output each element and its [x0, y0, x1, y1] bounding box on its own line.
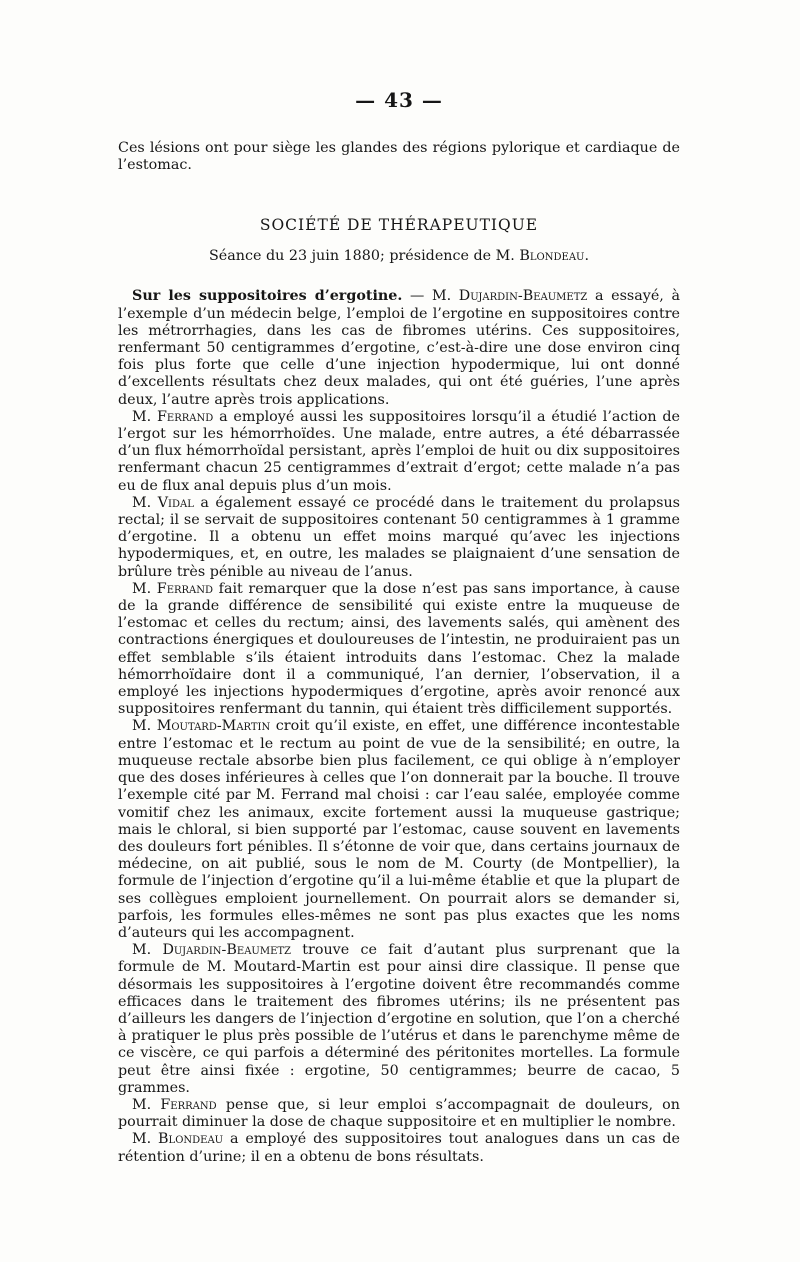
speaker-prefix: M.: [132, 942, 163, 959]
speaker-name: Dujardin-Beaumetz: [458, 288, 588, 305]
paragraph-text: a employé aussi les suppositoires lorsqu’il a étudié l’action de l’ergot sur les hémorrhoïdes. Une malade, entre autres, a été débarrassée d’un flux hémorrhoïdal persistant, après l’emploi de huit ou dix suppositoires renfermant chacun 25 centigrammes d’extrait d’ergot; cette malade n’a pas eu de flux anal depuis plus d’un mois.: [118, 408, 680, 494]
paragraph-1: [118, 288, 680, 408]
session-line: [118, 248, 680, 264]
speaker-name: Moutard-Martin: [156, 718, 271, 735]
paragraph-text: fait remarquer que la dose n’est pas sans importance, à cause de la grande différence de sensibilité qui existe entre la muqueuse de l’estomac et celles du rectum; ainsi, des lavements salés, qui amènent des contractions énergiques et douloureuses de l’intestin, ne produiraient pas un effet semblable s’ils étaient introduits dans l’estomac. Chez la malade hémorrhoïdaire dont il a communiqué, l’an dernier, l’observation, il a employé les injections hypodermiques d’ergotine, après avoir renoncé aux suppositoires renfermant du tannin, qui étaient très difficilement supportés.: [118, 580, 680, 718]
section-title: SOCIÉTÉ DE THÉRAPEUTIQUE: [259, 216, 539, 235]
paragraph-text: trouve ce fait d’autant plus surprenant que la formule de M. Moutard-Martin est pour ainsi dire classique. Il pense que désormais les suppositoires à l’ergotine doivent être recommandés comme efficaces dans le traitement des fibromes utérins; ils ne présentent pas d’ailleurs les dangers de l’injection d’ergotine en solution, que l’on a cherché à pratiquer le plus près possible de l’utérus et dans le parenchyme même de ce viscère, ce qui parfois a déterminé des péritonites mortelles. La formule peut être ainsi fixée : ergotine, 50 centigrammes; beurre de cacao, 5 grammes.: [118, 942, 680, 1096]
paragraph-4: [118, 581, 680, 719]
heading-dash: — M.: [402, 288, 459, 305]
paragraph-5: [118, 718, 680, 942]
speaker-name: Vidal: [157, 494, 194, 511]
paragraph-8: [118, 1131, 680, 1165]
paragraph-6: [118, 942, 680, 1097]
session-prefix: Séance du 23 juin 1880; présidence de M.: [208, 248, 520, 265]
article-heading: Sur les suppositoires d’ergotine.: [132, 288, 403, 305]
paragraph-7: [118, 1097, 680, 1131]
speaker-prefix: M.: [132, 580, 157, 597]
intro-paragraph: Ces lésions ont pour siège les glandes des régions pylorique et cardiaque de l’estomac.: [118, 140, 680, 174]
speaker-prefix: M.: [132, 718, 157, 735]
paragraph-text: croit qu’il existe, en effet, une différence incontestable entre l’estomac et le rectum au point de vue de la sensibilité; en outre, la muqueuse rectale absorbe bien plus facilement, ce qui oblige à n’employer que des doses inférieures à celles que l’on donnerait par la bouche. Il trouve l’exemple cité par M. Ferrand mal choisi : car l’eau salée, employée comme vomitif chez les animaux, excite fortement aussi la muqueuse gastrique; mais le chloral, si bien supporté par l’estomac, cause souvent en lavements des douleurs fort pénibles. Il s’étonne de voir que, dans certains journaux de médecine, on ait publié, sous le nom de M. Courty (de Montpellier), la formule de l’injection d’ergotine qu’il a lui-même établie et que la plupart de ses collègues emploient journellement. On pourrait alors se demander si, parfois, les formules elles-mêmes ne sont pas plus exactes que les noms d’auteurs qui les accompagnent.: [118, 718, 681, 941]
speaker-prefix: M.: [132, 408, 157, 425]
speaker-prefix: M.: [132, 1131, 159, 1148]
speaker-prefix: M.: [132, 494, 158, 511]
speaker-name: Ferrand: [157, 408, 214, 425]
speaker-name: Ferrand: [160, 1096, 217, 1113]
paragraph-text: a également essayé ce procédé dans le traitement du prolapsus rectal; il se servait de suppositoires contenant 50 centigrammes à 1 gramme d’ergotine. Il a obtenu un effet moins marqué qu’avec les injections hypodermiques, et, en outre, les malades se plaignaient d’une sensation de brûlure très pénible au niveau de l’anus.: [118, 494, 680, 580]
speaker-name: Blondeau: [158, 1131, 224, 1148]
speaker-name: Ferrand: [156, 580, 214, 597]
paragraph-text: a essayé, à l’exemple d’un médecin belge, l’emploi de l’ergotine en suppositoires contre les métrorrhagies, dans les cas de fibromes utérins. Ces suppositoires, renfermant 50 centigrammes d’ergotine, c’est-à-dire une dose environ cinq fois plus forte que celle d’une injection hypodermique, lui ont donné d’excellents résultats chez deux malades, qui ont été guéries, l’une après deux, l’autre après trois applications.: [118, 288, 680, 408]
speaker-prefix: M.: [132, 1096, 161, 1113]
paragraph-3: [118, 495, 680, 581]
page-number: — 43 —: [355, 88, 443, 112]
session-president: Blondeau: [519, 248, 585, 265]
paragraph-text: a employé des suppositoires tout analogues dans un cas de rétention d’urine; il en a obtenu de bons résultats.: [118, 1131, 680, 1165]
session-suffix: .: [584, 248, 590, 265]
paragraph-text: pense que, si leur emploi s’accompagnait de douleurs, on pourrait diminuer la dose de chaque suppositoire et en multiplier le nombre.: [118, 1096, 680, 1131]
speaker-name: Dujardin-Beaumetz: [162, 942, 291, 959]
paragraph-2: [118, 409, 680, 495]
